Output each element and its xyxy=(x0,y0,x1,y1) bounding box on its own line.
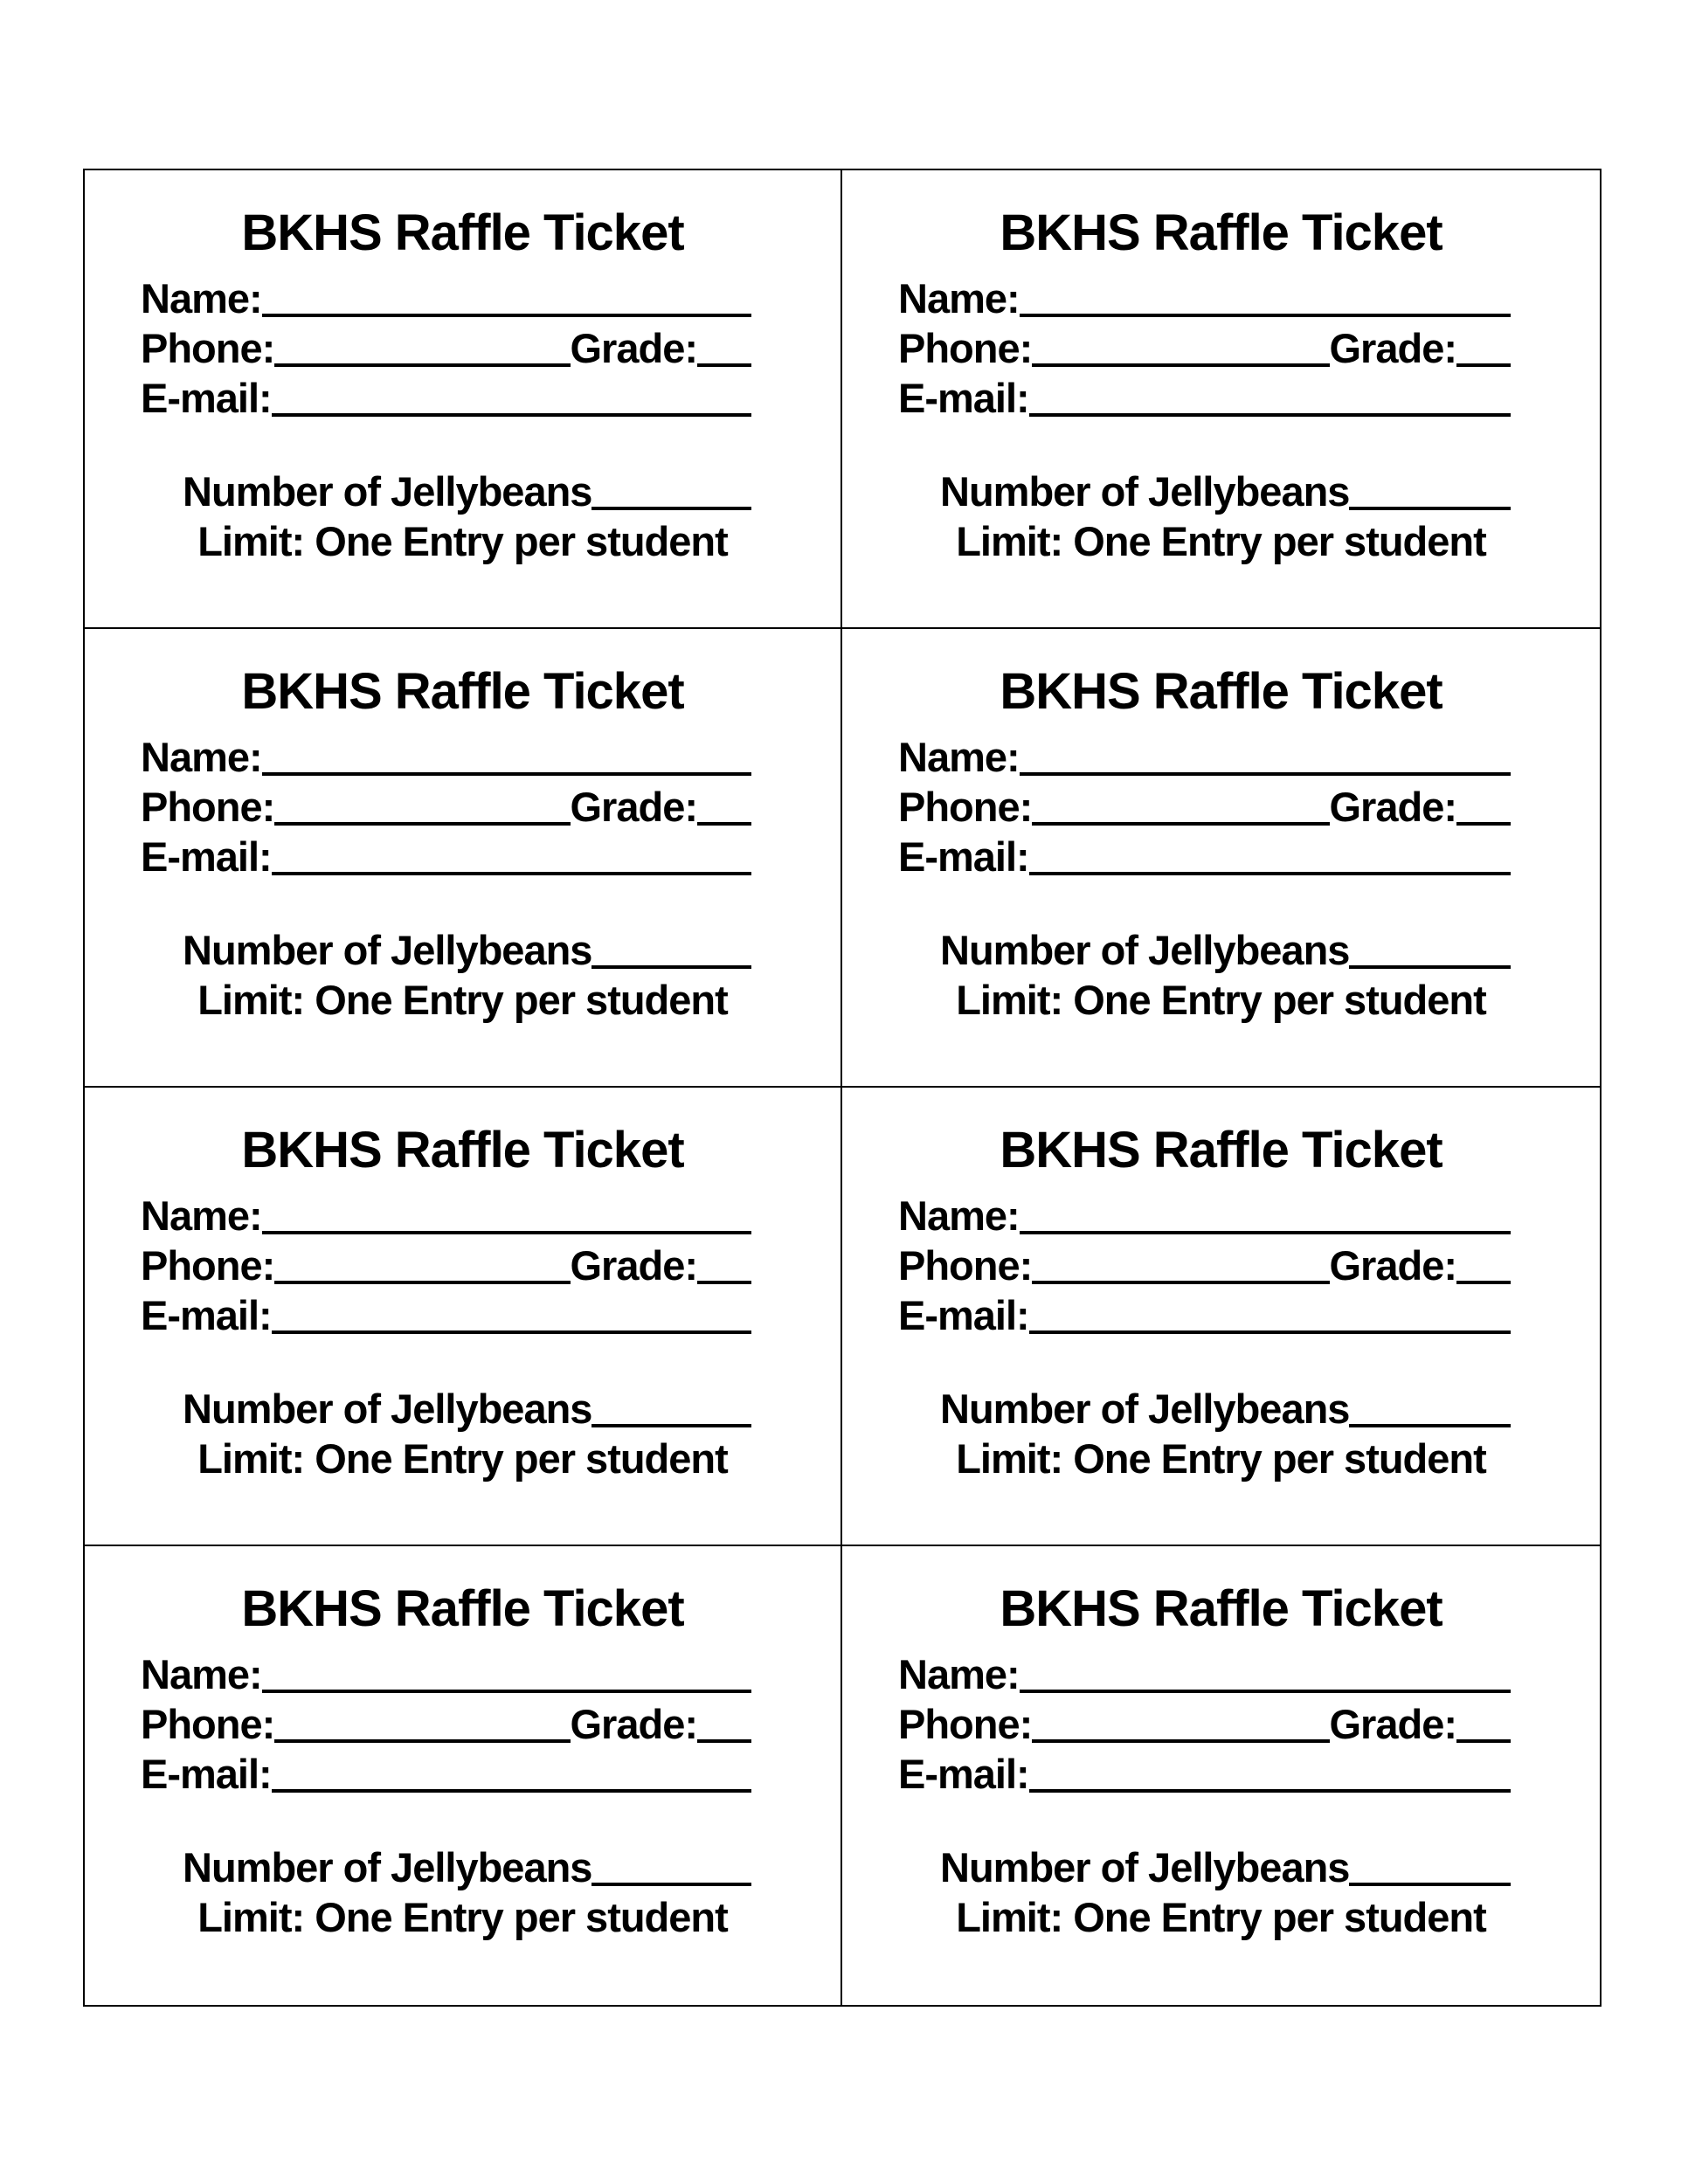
name-label: Name: xyxy=(141,275,262,321)
jellybeans-row xyxy=(183,1842,751,1892)
name-blank-line xyxy=(262,1231,751,1234)
name-blank-line xyxy=(1020,314,1511,317)
ticket-fields xyxy=(141,273,751,516)
email-label: E-mail: xyxy=(141,1292,272,1338)
phone-label: Phone: xyxy=(898,784,1033,830)
ticket xyxy=(842,170,1600,629)
raffle-ticket-sheet xyxy=(83,169,1602,2007)
email-row xyxy=(141,1749,751,1799)
grade-label: Grade: xyxy=(1329,325,1456,371)
email-row xyxy=(141,832,751,881)
ticket xyxy=(85,1546,842,2005)
limit-note: Limit: One Entry per student xyxy=(956,518,1486,564)
name-blank-line xyxy=(262,1690,751,1693)
email-row xyxy=(898,1290,1511,1340)
limit-note: Limit: One Entry per student xyxy=(956,1435,1486,1482)
jellybeans-label: Number of Jellybeans xyxy=(940,468,1350,515)
jellybeans-blank-line xyxy=(591,965,751,969)
phone-blank-line xyxy=(1032,1739,1329,1743)
limit-note: Limit: One Entry per student xyxy=(197,518,728,564)
jellybeans-blank-line xyxy=(1349,507,1511,510)
jellybeans-row xyxy=(183,925,751,975)
limit-note: Limit: One Entry per student xyxy=(197,1894,728,1940)
jellybeans-blank-line xyxy=(591,1424,751,1427)
grade-blank-line xyxy=(1456,822,1511,826)
jellybeans-label: Number of Jellybeans xyxy=(940,927,1350,973)
ticket-title: BKHS Raffle Ticket xyxy=(241,1580,684,1637)
phone-row xyxy=(141,1241,751,1290)
phone-label: Phone: xyxy=(898,325,1033,371)
phone-row xyxy=(141,782,751,832)
phone-blank-line xyxy=(274,1281,570,1284)
email-row xyxy=(898,373,1511,423)
phone-label: Phone: xyxy=(141,325,275,371)
ticket-fields xyxy=(898,1649,1511,1892)
ticket-title: BKHS Raffle Ticket xyxy=(1000,1580,1442,1637)
ticket-title: BKHS Raffle Ticket xyxy=(241,1122,684,1178)
jellybeans-blank-line xyxy=(1349,965,1511,969)
name-row xyxy=(898,273,1511,323)
jellybeans-row xyxy=(940,467,1511,516)
jellybeans-blank-line xyxy=(1349,1424,1511,1427)
name-row xyxy=(898,1191,1511,1241)
name-label: Name: xyxy=(141,1651,262,1697)
phone-blank-line xyxy=(1032,363,1329,367)
phone-row xyxy=(898,323,1511,373)
email-label: E-mail: xyxy=(141,1751,272,1797)
email-blank-line xyxy=(1029,872,1511,875)
jellybeans-label: Number of Jellybeans xyxy=(183,468,592,515)
jellybeans-row xyxy=(940,925,1511,975)
ticket xyxy=(85,170,842,629)
ticket xyxy=(842,1088,1600,1546)
email-blank-line xyxy=(272,413,751,417)
ticket xyxy=(842,629,1600,1088)
name-label: Name: xyxy=(141,734,262,780)
email-label: E-mail: xyxy=(141,375,272,421)
email-blank-line xyxy=(272,872,751,875)
jellybeans-blank-line xyxy=(591,1883,751,1886)
ticket xyxy=(85,1088,842,1546)
email-row xyxy=(898,832,1511,881)
name-row xyxy=(141,732,751,782)
jellybeans-label: Number of Jellybeans xyxy=(940,1844,1350,1890)
grade-blank-line xyxy=(697,363,751,367)
grade-blank-line xyxy=(697,1739,751,1743)
limit-note: Limit: One Entry per student xyxy=(956,1894,1486,1940)
ticket-fields xyxy=(898,732,1511,975)
phone-blank-line xyxy=(274,363,570,367)
jellybeans-row xyxy=(940,1842,1511,1892)
jellybeans-blank-line xyxy=(591,507,751,510)
name-blank-line xyxy=(1020,1690,1511,1693)
jellybeans-blank-line xyxy=(1349,1883,1511,1886)
name-label: Name: xyxy=(141,1192,262,1239)
jellybeans-row xyxy=(183,467,751,516)
grade-label: Grade: xyxy=(570,1242,697,1289)
jellybeans-label: Number of Jellybeans xyxy=(183,927,592,973)
grade-blank-line xyxy=(697,822,751,826)
phone-row xyxy=(898,1241,1511,1290)
phone-row xyxy=(898,1699,1511,1749)
grade-label: Grade: xyxy=(1329,1242,1456,1289)
email-label: E-mail: xyxy=(141,833,272,880)
grade-blank-line xyxy=(1456,363,1511,367)
grade-label: Grade: xyxy=(1329,1701,1456,1747)
grade-blank-line xyxy=(1456,1739,1511,1743)
grade-blank-line xyxy=(697,1281,751,1284)
ticket-title: BKHS Raffle Ticket xyxy=(241,663,684,720)
name-label: Name: xyxy=(898,1651,1020,1697)
phone-blank-line xyxy=(1032,822,1329,826)
phone-blank-line xyxy=(274,822,570,826)
email-blank-line xyxy=(1029,1789,1511,1793)
ticket-fields xyxy=(141,1649,751,1892)
email-row xyxy=(898,1749,1511,1799)
phone-blank-line xyxy=(274,1739,570,1743)
grade-label: Grade: xyxy=(570,1701,697,1747)
jellybeans-label: Number of Jellybeans xyxy=(940,1386,1350,1432)
phone-label: Phone: xyxy=(141,1701,275,1747)
ticket-title: BKHS Raffle Ticket xyxy=(241,204,684,261)
email-blank-line xyxy=(272,1330,751,1334)
email-blank-line xyxy=(272,1789,751,1793)
phone-label: Phone: xyxy=(898,1701,1033,1747)
name-blank-line xyxy=(1020,1231,1511,1234)
jellybeans-label: Number of Jellybeans xyxy=(183,1844,592,1890)
name-row xyxy=(898,1649,1511,1699)
phone-row xyxy=(898,782,1511,832)
jellybeans-row xyxy=(940,1384,1511,1434)
email-blank-line xyxy=(1029,413,1511,417)
ticket-fields xyxy=(898,273,1511,516)
jellybeans-label: Number of Jellybeans xyxy=(183,1386,592,1432)
name-blank-line xyxy=(262,772,751,776)
ticket-fields xyxy=(141,732,751,975)
grade-label: Grade: xyxy=(1329,784,1456,830)
email-blank-line xyxy=(1029,1330,1511,1334)
grade-label: Grade: xyxy=(570,325,697,371)
limit-note: Limit: One Entry per student xyxy=(197,1435,728,1482)
phone-label: Phone: xyxy=(141,1242,275,1289)
name-blank-line xyxy=(262,314,751,317)
ticket-title: BKHS Raffle Ticket xyxy=(1000,1122,1442,1178)
ticket-fields xyxy=(141,1191,751,1434)
phone-label: Phone: xyxy=(141,784,275,830)
email-label: E-mail: xyxy=(898,375,1029,421)
name-row xyxy=(141,273,751,323)
ticket xyxy=(842,1546,1600,2005)
jellybeans-row xyxy=(183,1384,751,1434)
email-row xyxy=(141,373,751,423)
grade-label: Grade: xyxy=(570,784,697,830)
ticket-title: BKHS Raffle Ticket xyxy=(1000,204,1442,261)
phone-row xyxy=(141,323,751,373)
email-label: E-mail: xyxy=(898,1751,1029,1797)
phone-label: Phone: xyxy=(898,1242,1033,1289)
phone-row xyxy=(141,1699,751,1749)
email-row xyxy=(141,1290,751,1340)
email-label: E-mail: xyxy=(898,833,1029,880)
email-label: E-mail: xyxy=(898,1292,1029,1338)
grade-blank-line xyxy=(1456,1281,1511,1284)
ticket-fields xyxy=(898,1191,1511,1434)
ticket xyxy=(85,629,842,1088)
name-row xyxy=(141,1191,751,1241)
limit-note: Limit: One Entry per student xyxy=(197,977,728,1023)
name-label: Name: xyxy=(898,734,1020,780)
name-label: Name: xyxy=(898,1192,1020,1239)
name-label: Name: xyxy=(898,275,1020,321)
name-blank-line xyxy=(1020,772,1511,776)
name-row xyxy=(141,1649,751,1699)
limit-note: Limit: One Entry per student xyxy=(956,977,1486,1023)
phone-blank-line xyxy=(1032,1281,1329,1284)
ticket-title: BKHS Raffle Ticket xyxy=(1000,663,1442,720)
name-row xyxy=(898,732,1511,782)
